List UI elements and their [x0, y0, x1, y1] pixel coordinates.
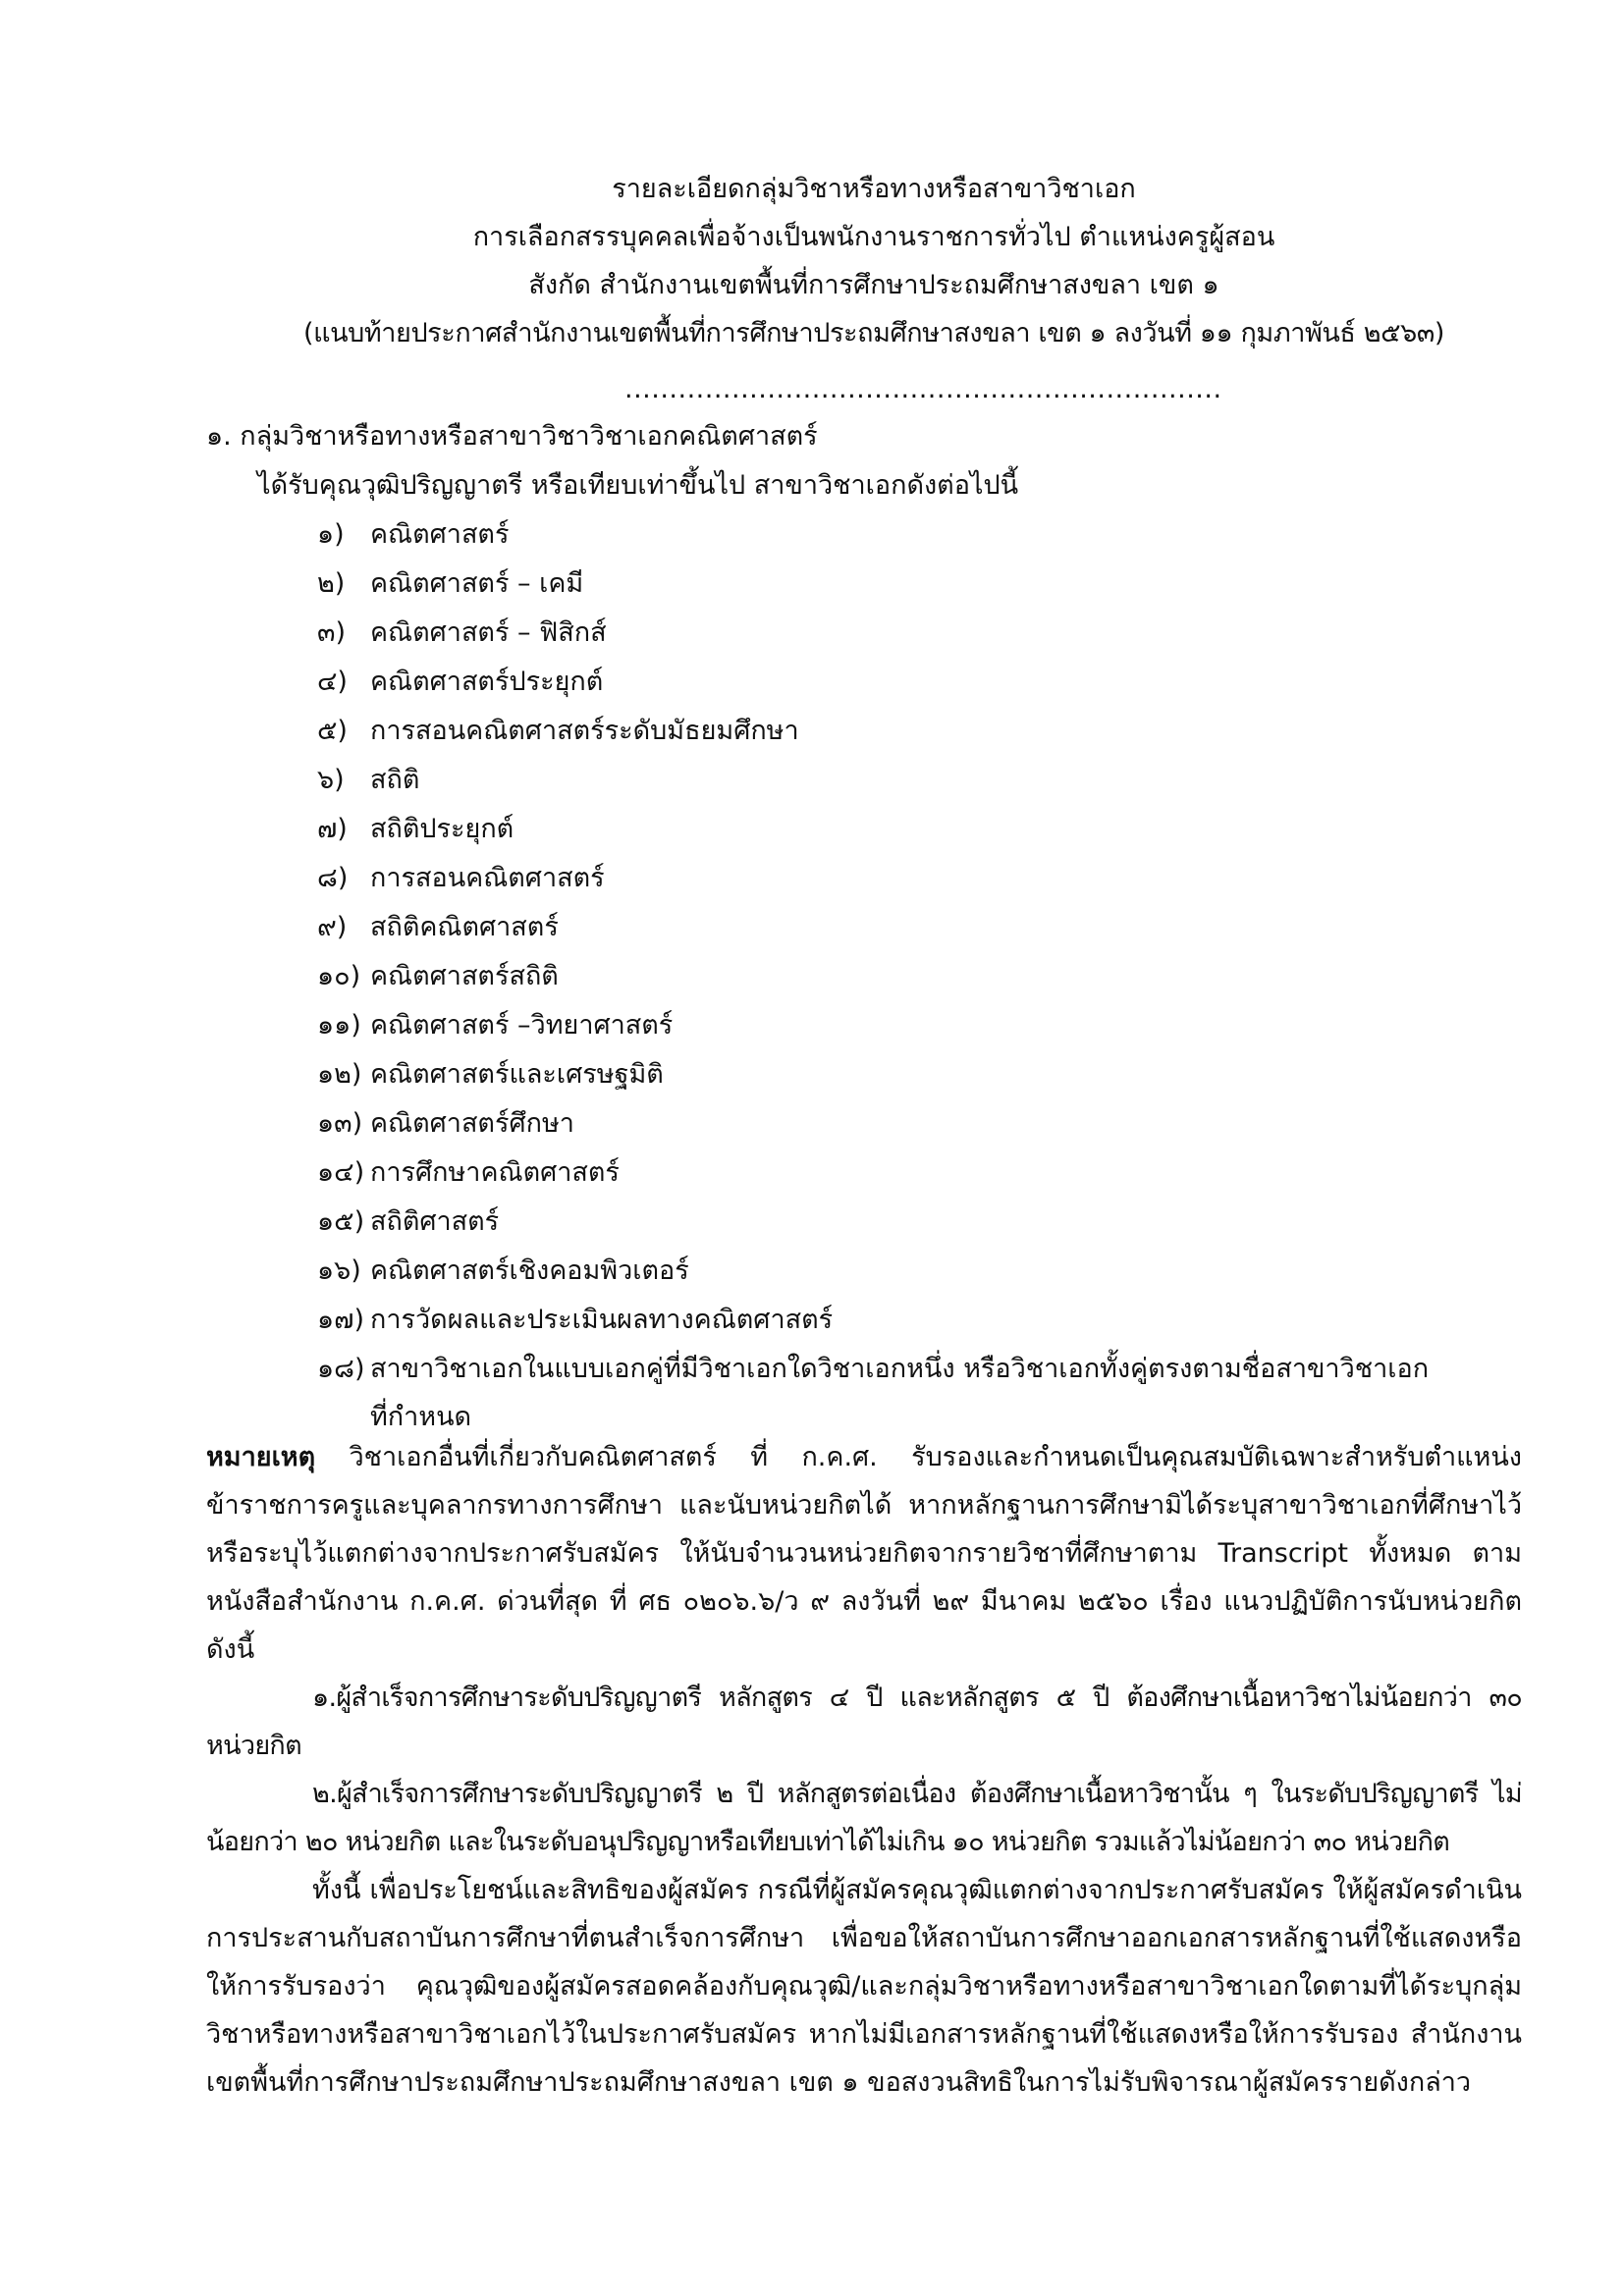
list-item-text: คณิตศาสตร์และเศรษฐมิติ	[370, 1059, 664, 1090]
list-item-number: ๑๔)	[317, 1157, 365, 1188]
list-item-number: ๑๓)	[317, 1108, 363, 1139]
list-item-text: สาขาวิชาเอกในแบบเอกคู่ที่มีวิชาเอกใดวิชาเอกหนึ่ง หรือวิชาเอกทั้งคู่ตรงตามชื่อสาขาวิชาเอก	[370, 1354, 1430, 1384]
list-item-number: ๑๐)	[317, 961, 361, 991]
list-item-text: คณิตศาสตร์ –วิทยาศาสตร์	[370, 1010, 674, 1041]
list-item-number: ๘)	[317, 863, 349, 893]
list-item-text: สถิติประยุกต์	[370, 814, 514, 844]
list-item	[317, 952, 1522, 1001]
list-item-number: ๗)	[317, 814, 348, 844]
list-item	[317, 560, 1522, 609]
credit-rule-1: ๑.ผู้สำเร็จการศึกษาระดับปริญญาตรี หลักสูตร ๔ ปี และหลักสูตร ๕ ปี ต้องศึกษาเนื้อหาวิชาไม่น้อยกว่า ๓๐ หน่วยกิต	[206, 1682, 1522, 1761]
section-heading: ๑. กลุ่มวิชาหรือทางหรือสาขาวิชาวิชาเอกคณิตศาสตร์	[206, 421, 818, 452]
list-item	[317, 1099, 1522, 1148]
document-title-block	[177, 165, 1571, 357]
list-item	[317, 1296, 1522, 1345]
list-item-number: ๙)	[317, 912, 348, 942]
list-item-number: ๑๗)	[317, 1305, 364, 1335]
list-item	[317, 658, 1522, 707]
list-item	[317, 1247, 1522, 1296]
closing-paragraph: ทั้งนี้ เพื่อประโยชน์และสิทธิของผู้สมัคร กรณีที่ผู้สมัครคุณวุฒิแตกต่างจากประกาศรับสมัคร ให้ผู้สมัครดำเนินการประสานกับสถาบันการศึกษาที่ตนสำเร็จการศึกษา เพื่อขอให้สถาบันการศึกษาออกเอกสารหลักฐานที่ใช้แสดงหรือให้การรับรองว่า คุณวุฒิของผู้สมัครสอดคล้องกับคุณวุฒิ/และกลุ่มวิชาหรือทางหรือสาขาวิชาเอกใดตามที่ได้ระบุกลุ่มวิชาหรือทางหรือสาขาวิชาเอกไว้ในประกาศรับสมัคร หากไม่มีเอกสารหลักฐานที่ใช้แสดงหรือให้การรับรอง สำนักงานเขตพื้นที่การศึกษาประถมศึกษาประถมศึกษาสงขลา เขต ๑ ขอสงวนสิทธิในการไม่รับพิจารณาผู้สมัครรายดังกล่าว	[206, 1875, 1522, 2098]
note-label: หมายเหตุ	[206, 1442, 316, 1472]
title-line-3: สังกัด สำนักงานเขตพื้นที่การศึกษาประถมศึกษาสงขลา เขต ๑	[528, 270, 1219, 300]
list-item-text: สถิติศาสตร์	[370, 1206, 500, 1237]
list-item-text: คณิตศาสตร์สถิติ	[370, 961, 559, 991]
list-item	[317, 1198, 1522, 1247]
list-item	[317, 707, 1522, 756]
title-line-4: (แนบท้ายประกาศสำนักงานเขตพื้นที่การศึกษาประถมศึกษาสงขลา เขต ๑ ลงวันที่ ๑๑ กุมภาพันธ์ ๒๕๖๓)	[302, 318, 1445, 348]
list-item-text: สถิติคณิตศาสตร์	[370, 912, 559, 942]
list-item-number: ๖)	[317, 765, 345, 795]
section-intro: ได้รับคุณวุฒิปริญญาตรี หรือเทียบเท่าขึ้นไป สาขาวิชาเอกดังต่อไปนี้	[257, 470, 1019, 501]
list-item	[317, 903, 1522, 952]
list-item-text: สถิติ	[370, 765, 420, 795]
list-item-text: การศึกษาคณิตศาสตร์	[370, 1157, 620, 1188]
title-line-2: การเลือกสรรบุคคลเพื่อจ้างเป็นพนักงานราชการทั่วไป ตำแหน่งครูผู้สอน	[472, 222, 1275, 252]
list-item	[317, 510, 1522, 560]
list-item-number: ๑๘)	[317, 1354, 365, 1384]
list-item	[317, 1148, 1522, 1198]
note-paragraph	[206, 1433, 1522, 1674]
list-item-continuation: ที่กำหนด	[370, 1402, 472, 1432]
list-item	[317, 756, 1522, 805]
list-item-text: การสอนคณิตศาสตร์	[370, 863, 605, 893]
list-item-text: คณิตศาสตร์ศึกษา	[370, 1108, 574, 1139]
list-item	[317, 1345, 1525, 1441]
list-item-number: ๒)	[317, 568, 346, 599]
list-item	[317, 609, 1522, 658]
credit-rule-2: ๒.ผู้สำเร็จการศึกษาระดับปริญญาตรี ๒ ปี หลักสูตรต่อเนื่อง ต้องศึกษาเนื้อหาวิชานั้น ๆ ในระดับปริญญาตรี ไม่น้อยกว่า ๒๐ หน่วยกิต และในระดับอนุปริญญาหรือเทียบเท่าได้ไม่เกิน ๑๐ หน่วยกิต รวมแล้วไม่น้อยกว่า ๓๐ หน่วยกิต	[206, 1779, 1522, 1857]
list-item-text: การสอนคณิตศาสตร์ระดับมัธยมศึกษา	[370, 716, 799, 746]
note-block	[206, 1433, 1522, 2107]
list-item-text: คณิตศาสตร์เชิงคอมพิวเตอร์	[370, 1255, 689, 1286]
note-text: วิชาเอกอื่นที่เกี่ยวกับคณิตศาสตร์ ที่ ก.ค.ศ. รับรองและกำหนดเป็นคุณสมบัติเฉพาะสำหรับตำแหน่งข้าราชการครูและบุคลากรทางการศึกษา และนับหน่วยกิตได้ หากหลักฐานการศึกษามิได้ระบุสาขาวิชาเอกที่ศึกษาไว้ หรือระบุไว้แตกต่างจากประกาศรับสมัคร ให้นับจำนวนหน่วยกิตจากรายวิชาที่ศึกษาตาม Transcript ทั้งหมด ตามหนังสือสำนักงาน ก.ค.ศ. ด่วนที่สุด ที่ ศธ ๐๒๐๖.๖/ว ๙ ลงวันที่ ๒๙ มีนาคม ๒๕๖๐ เรื่อง แนวปฏิบัติการนับหน่วยกิต ดังนี้	[206, 1442, 1522, 1665]
list-item-number: ๑๒)	[317, 1059, 362, 1090]
list-item-text: การวัดผลและประเมินผลทางคณิตศาสตร์	[370, 1305, 834, 1335]
list-item-text: คณิตศาสตร์ประยุกต์	[370, 667, 604, 697]
list-item-number: ๑๑)	[317, 1010, 361, 1041]
dotted-divider: ...................................................................	[624, 374, 1222, 404]
title-line-1: รายละเอียดกลุ่มวิชาหรือทางหรือสาขาวิชาเอก	[612, 174, 1136, 204]
list-item	[317, 854, 1522, 903]
list-item-number: ๑๕)	[317, 1206, 365, 1237]
list-item	[317, 805, 1522, 854]
list-item	[317, 1001, 1522, 1050]
list-item-text: คณิตศาสตร์ – ฟิสิกส์	[370, 617, 607, 648]
list-item-number: ๕)	[317, 716, 348, 746]
list-item	[317, 1050, 1522, 1099]
list-item-number: ๑๖)	[317, 1255, 361, 1286]
math-major-section	[206, 412, 1522, 1441]
list-item-number: ๑)	[317, 519, 345, 550]
list-item-number: ๔)	[317, 667, 348, 697]
list-item-text: คณิตศาสตร์	[370, 519, 510, 550]
major-list	[206, 510, 1522, 1441]
list-item-text: คณิตศาสตร์ – เคมี	[370, 568, 584, 599]
list-item-number: ๓)	[317, 617, 346, 648]
